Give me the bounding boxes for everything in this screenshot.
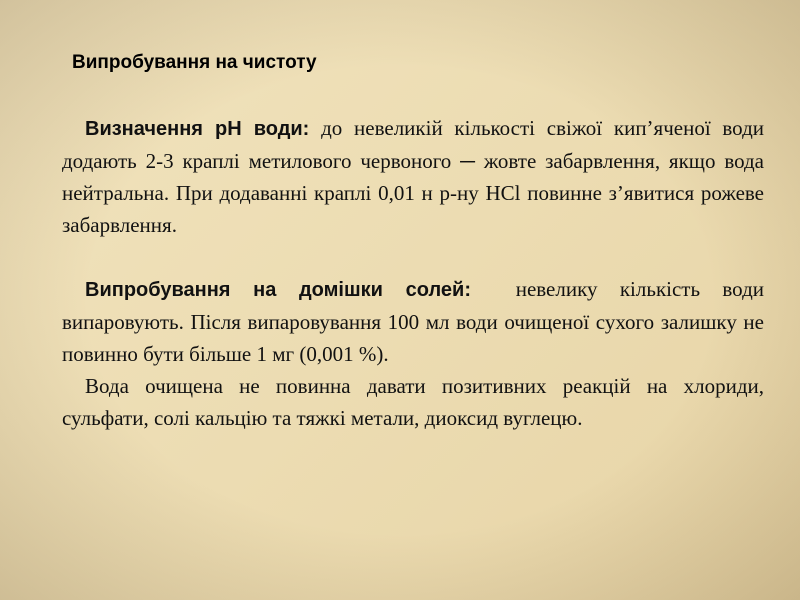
ph-paragraph	[62, 112, 764, 241]
ph-text: до невеликій кількості свіжої кип’яченої води додають 2-3 краплі метилового червоного ─ жовте забарвлення, якщо вода нейтральна. При додаванні краплі 0,01 н р-ну HCl повинне з’явитися рожеве забарвлення.	[62, 116, 764, 237]
reactions-paragraph	[62, 370, 764, 434]
salts-lead: Випробування на домішки солей:	[85, 279, 471, 301]
salts-text: невелику кількість води випаровують. Після випаровування 100 мл води очищеної сухого залишку не повинно бути більше 1 мг (0,001 %).	[62, 277, 765, 366]
ph-lead: Визначення pH води:	[85, 118, 310, 140]
slide-body	[62, 112, 764, 434]
reactions-text: Вода очищена не повинна давати позитивних реакцій на хлориди, сульфати, солі кальцію та тяжкі метали, диоксид вуглецю.	[62, 374, 764, 430]
salts-paragraph	[62, 273, 764, 370]
slide-title: Випробування на чистоту	[72, 52, 317, 73]
